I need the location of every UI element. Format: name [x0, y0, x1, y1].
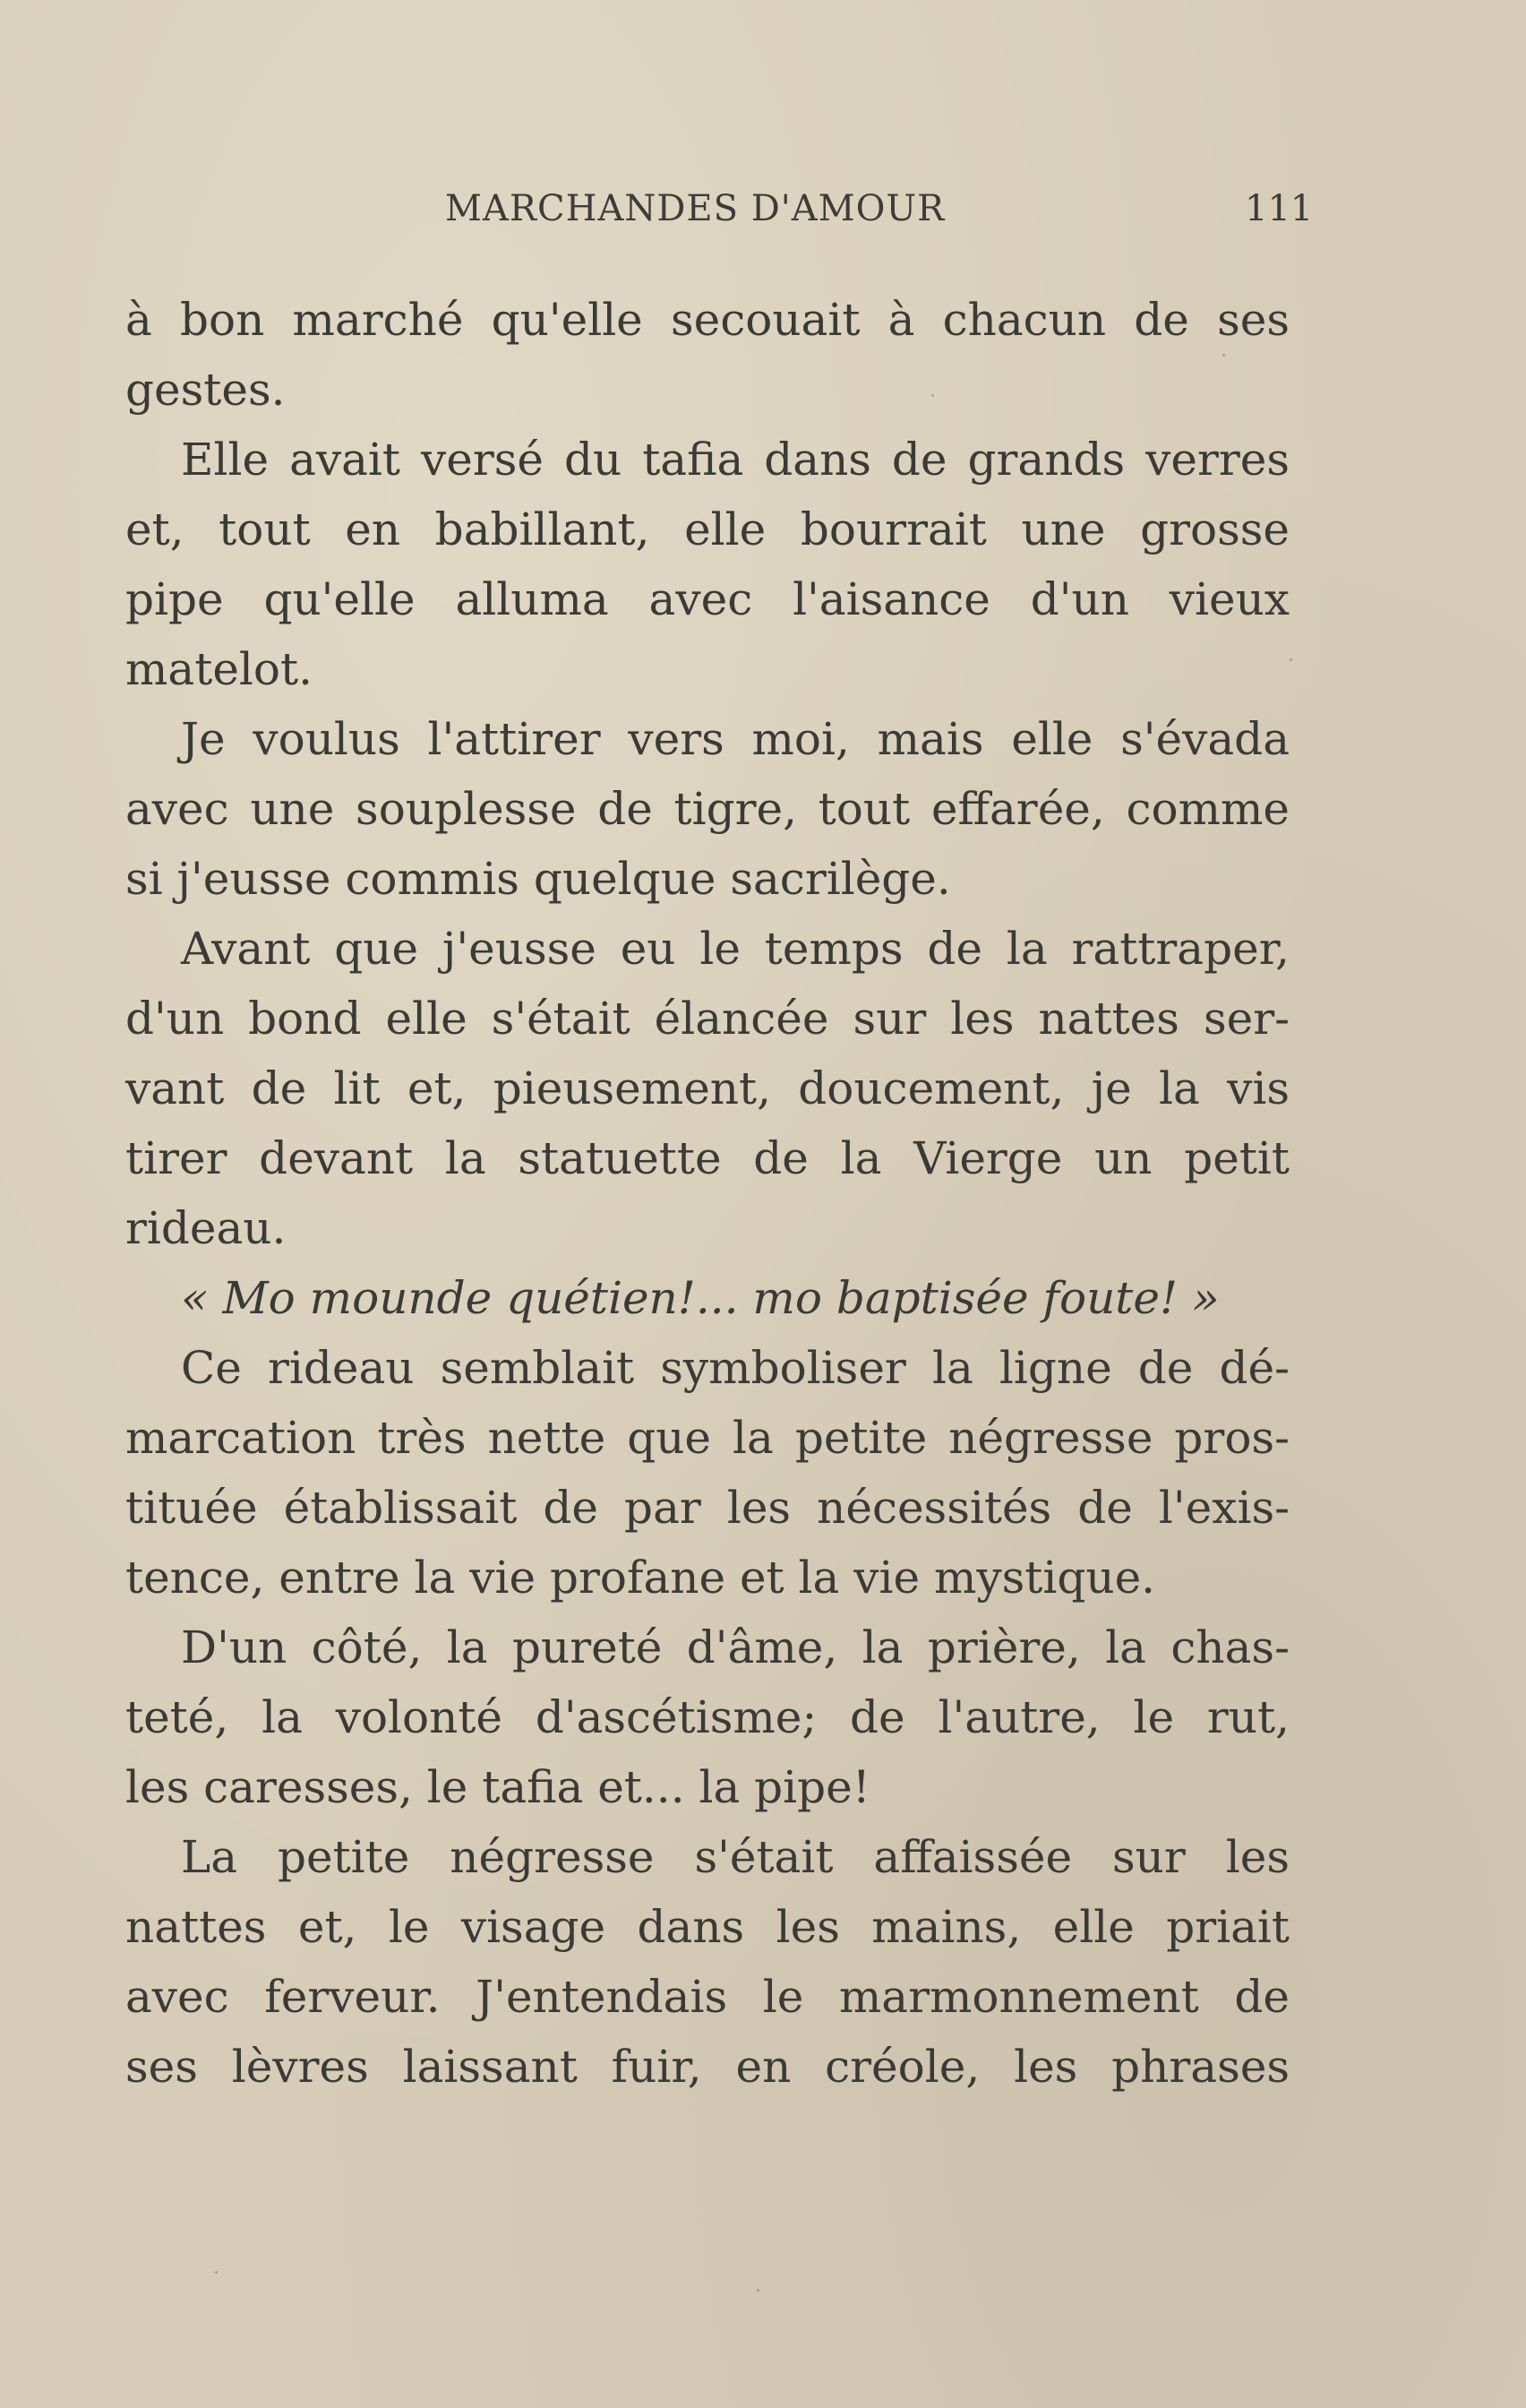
paper-speck [1290, 658, 1292, 661]
text-line: et, tout en babillant, elle bourrait une grosse [125, 503, 1290, 555]
text-line: vant de lit et, pieusement, doucement, je la vis [125, 1062, 1290, 1114]
page-number: 111 [1245, 188, 1314, 229]
paragraph-start-line: Ce rideau semblait symboliser la ligne de dé- [181, 1342, 1290, 1394]
paragraph-start-line: La petite négresse s'était affaissée sur les [181, 1831, 1290, 1883]
creole-quote-line: « Mo mounde quétien!... mo baptisée foute! » [181, 1272, 1220, 1324]
text-line: tence, entre la vie profane et la vie mystique. [125, 1552, 1156, 1604]
text-line: avec une souplesse de tigre, tout effarée, comme [125, 783, 1290, 835]
text-line: si j'eusse commis quelque sacrilège. [125, 853, 951, 905]
text-line: teté, la volonté d'ascétisme; de l'autre, le rut, [125, 1691, 1290, 1743]
text-line: tituée établissait de par les nécessités de l'exis- [125, 1482, 1290, 1534]
paper-speck [757, 2289, 759, 2292]
paper-speck [1222, 354, 1225, 357]
paragraph-start-line: Je voulus l'attirer vers moi, mais elle s'évada [181, 713, 1290, 765]
paragraph-start-line: Elle avait versé du tafia dans de grands verres [181, 434, 1290, 486]
text-line: ses lèvres laissant fuir, en créole, les phrases [125, 2041, 1290, 2093]
text-line: d'un bond elle s'était élancée sur les nattes ser- [125, 993, 1290, 1045]
text-line: gestes. [125, 364, 286, 416]
text-line: marcation très nette que la petite négresse pros- [125, 1412, 1290, 1464]
paragraph-start-line: Avant que j'eusse eu le temps de la rattraper, [181, 923, 1290, 975]
text-line: les caresses, le tafia et... la pipe! [125, 1761, 870, 1813]
running-title: MARCHANDES D'AMOUR [445, 188, 946, 229]
text-line: tirer devant la statuette de la Vierge un petit [125, 1132, 1290, 1184]
paper-speck [215, 2271, 218, 2274]
text-line: rideau. [125, 1202, 287, 1254]
paper-speck [931, 394, 934, 397]
text-line: pipe qu'elle alluma avec l'aisance d'un vieux [125, 573, 1290, 625]
body-text [125, 285, 1290, 2102]
text-line: matelot. [125, 643, 313, 695]
text-line: nattes et, le visage dans les mains, elle priait [125, 1901, 1290, 1953]
text-line: à bon marché qu'elle secouait à chacun de ses [125, 294, 1290, 346]
paragraph-start-line: D'un côté, la pureté d'âme, la prière, la chas- [181, 1621, 1290, 1673]
text-line: avec ferveur. J'entendais le marmonnement de [125, 1971, 1290, 2023]
